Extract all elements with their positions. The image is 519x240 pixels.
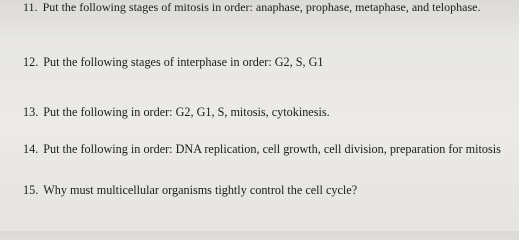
question-number: 15. <box>23 183 39 197</box>
question-text: Why must multicellular organisms tightly control the cell cycle? <box>43 183 358 197</box>
question-number: 11. <box>23 0 38 14</box>
question-text: Put the following in order: G2, G1, S, mitosis, cytokinesis. <box>43 105 330 119</box>
question-14 <box>23 142 501 156</box>
question-number: 14. <box>23 142 39 156</box>
question-text: Put the following stages of interphase in order: G2, S, G1 <box>43 55 324 69</box>
question-number: 13. <box>23 105 39 119</box>
question-text: Put the following in order: DNA replication, cell growth, cell division, preparation for mitosis <box>43 142 501 156</box>
question-15 <box>23 183 357 197</box>
question-13 <box>23 105 330 119</box>
question-12 <box>23 55 324 69</box>
question-11 <box>23 0 480 14</box>
question-text: Put the following stages of mitosis in order: anaphase, prophase, metaphase, and telophase. <box>42 0 481 14</box>
question-number: 12. <box>23 55 39 69</box>
